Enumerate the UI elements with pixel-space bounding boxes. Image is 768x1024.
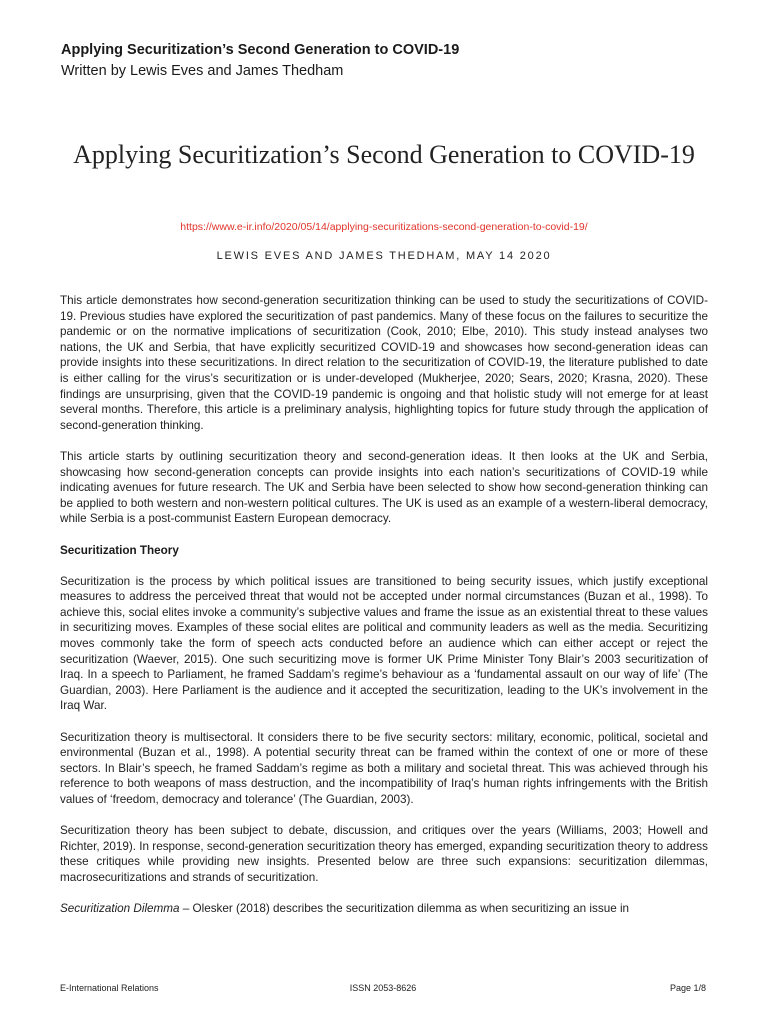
running-header — [61, 41, 721, 81]
paragraph: Securitization theory has been subject to debate, discussion, and critiques over the years (Williams, 2003; Howell and Richter, 2019). In response, second-generation securitization theory has emerged, expanding securitization theory to address these critiques while providing new insights. Presented below are three such expansions: securitization dilemmas, macrosecuritizations and strands of securitization. — [60, 824, 708, 884]
footer-page-number: Page 1/8 — [669, 983, 706, 993]
footer-publisher: E-International Relations — [60, 983, 159, 993]
paragraph: This article starts by outlining securitization theory and second-generation ideas. It then looks at the UK and Serbia, showcasing how second-generation concepts can provide insights into each nation’s securitizations of COVID-19 while indicating avenues for future research. The UK and Serbia have been selected to show how second-generation thinking can be applied to both western and non-western political cultures. The UK is used as an example of a western-liberal democracy, while Serbia is a post-communist Eastern European democracy. — [60, 449, 708, 526]
header-byline: Written by Lewis Eves and James Thedham — [61, 63, 344, 79]
term-italic: Securitization Dilemma — [60, 902, 180, 916]
paragraph — [60, 901, 708, 917]
header-title: Applying Securitization’s Second Generation to COVID-19 — [61, 42, 460, 58]
article-body — [60, 293, 708, 932]
document-title: Applying Securitization’s Second Generation to COVID-19 — [73, 140, 695, 169]
paragraph: This article demonstrates how second-generation securitization thinking can be used to study the securitizations of COVID-19. Previous studies have explored the securitization of past pandemics. Many of these focus on the failures to securitize the pandemic or on the normative implications of securitization (Cook, 2010; Elbe, 2010). This study instead analyses two nations, the UK and Serbia, that have explicitly securitized COVID-19 and showcases how second-generation ideas can provide insights into these securitizations. In direct relation to the securitization of COVID-19, the literature published to date is either calling for the virus’s securitization or is under-developed (Mukherjee, 2020; Sears, 2020; Krasna, 2020). These findings are unsurprising, given that the COVID-19 pandemic is ongoing and that holistic study will not emerge for at least several months. Therefore, this article is a preliminary analysis, highlighting topics for future study through the application of second-generation thinking. — [60, 294, 708, 432]
source-url-link[interactable]: https://www.e-ir.info/2020/05/14/applying-securitizations-second-generation-to-covid-19/ — [180, 221, 588, 233]
paragraph: Securitization is the process by which political issues are transitioned to being security issues, which justify exceptional measures to address the perceived threat that would not be accepted under normal circumstances (Buzan et al., 1998). To achieve this, social elites invoke a community’s subjective values and frame the issue as an existential threat to these values in securitizing moves. Examples of these social elites are political and community leaders as well as the media. Securitizing moves commonly take the form of speech acts conducted before an audience which can either accept or reject the securitization (Waever, 2015). One such securitizing move is former UK Prime Minister Tony Blair’s 2003 securitization of Iraq. In a speech to Parliament, he framed Saddam’s regime’s behaviour as a ‘fundamental assault on our way of life’ (The Guardian, 2003). Here Parliament is the audience and it accepted the securitization, leading to the UK’s involvement in the Iraq War. — [60, 574, 708, 713]
section-heading: Securitization Theory — [60, 543, 179, 557]
authors-date: LEWIS EVES AND JAMES THEDHAM, MAY 14 2020 — [216, 250, 552, 262]
paragraph-text: – Olesker (2018) describes the securitization dilemma as when securitizing an issue in — [179, 902, 630, 916]
paragraph: Securitization theory is multisectoral. It considers there to be five security sectors: military, economic, political, societal and environmental (Buzan et al., 1998). A potential security threat can be framed within the context of one or more of these sectors. In Blair’s speech, he framed Saddam’s regime as both a military and societal threat. This was achieved through his reference to both weapons of mass destruction, and the incompatibility of Iraq’s human rights infringements with the British values of ‘freedom, democracy and tolerance’ (The Guardian, 2003). — [60, 730, 708, 806]
footer-issn: ISSN 2053-8626 — [349, 983, 417, 993]
page-footer — [60, 983, 706, 997]
